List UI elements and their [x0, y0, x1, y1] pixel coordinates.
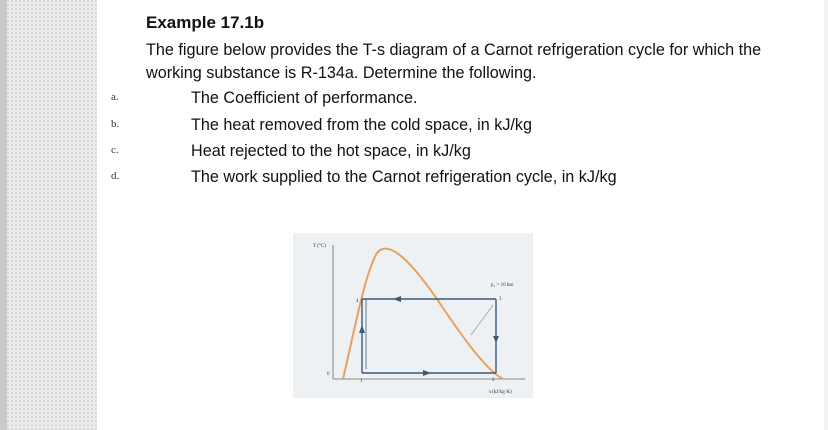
ts-diagram	[293, 233, 533, 398]
question-item-d	[0, 167, 828, 189]
sidebar-stripe	[0, 0, 7, 430]
example-title: Example 17.1b	[146, 13, 265, 32]
arrow-4-3	[393, 296, 401, 302]
question-text: Heat rejected to the hot space, in kJ/kg	[191, 142, 471, 160]
left-decorative-pattern	[7, 0, 97, 430]
state-label-4: 4	[356, 299, 359, 304]
arrow-1-4	[359, 325, 365, 333]
isobar-line	[471, 305, 493, 335]
right-edge	[824, 0, 828, 430]
arrow-3-2	[493, 336, 499, 343]
temp-low-label: 0	[327, 372, 330, 377]
question-text: The heat removed from the cold space, in kJ/kg	[191, 116, 533, 134]
question-item-b	[0, 115, 828, 137]
list-marker: b.	[111, 118, 120, 130]
list-marker: a.	[111, 91, 119, 103]
ts-diagram-figure	[293, 233, 533, 398]
question-item-a	[0, 88, 828, 110]
problem-statement: The figure below provides the T-s diagram of a Carnot refrigeration cycle for which the working substance is R-134a. Determine the following.	[146, 41, 762, 82]
pressure-label: p₁ = 16 bar	[491, 283, 514, 288]
state-label-3: 3	[499, 297, 502, 302]
question-item-c	[0, 141, 828, 163]
carnot-cycle	[359, 296, 499, 376]
x-axis-label: s (kJ/kg·K)	[489, 390, 512, 395]
question-text: The work supplied to the Carnot refrigeration cycle, in kJ/kg	[191, 168, 617, 186]
list-marker: c.	[111, 144, 119, 156]
saturation-dome	[343, 249, 503, 379]
state-label-1: 1	[360, 379, 363, 384]
question-text: The Coefficient of performance.	[191, 89, 418, 107]
list-marker: d.	[111, 170, 120, 182]
state-label-2: 2	[492, 378, 495, 383]
arrow-2-1	[423, 370, 431, 376]
y-axis-label: T (°C)	[313, 244, 326, 249]
